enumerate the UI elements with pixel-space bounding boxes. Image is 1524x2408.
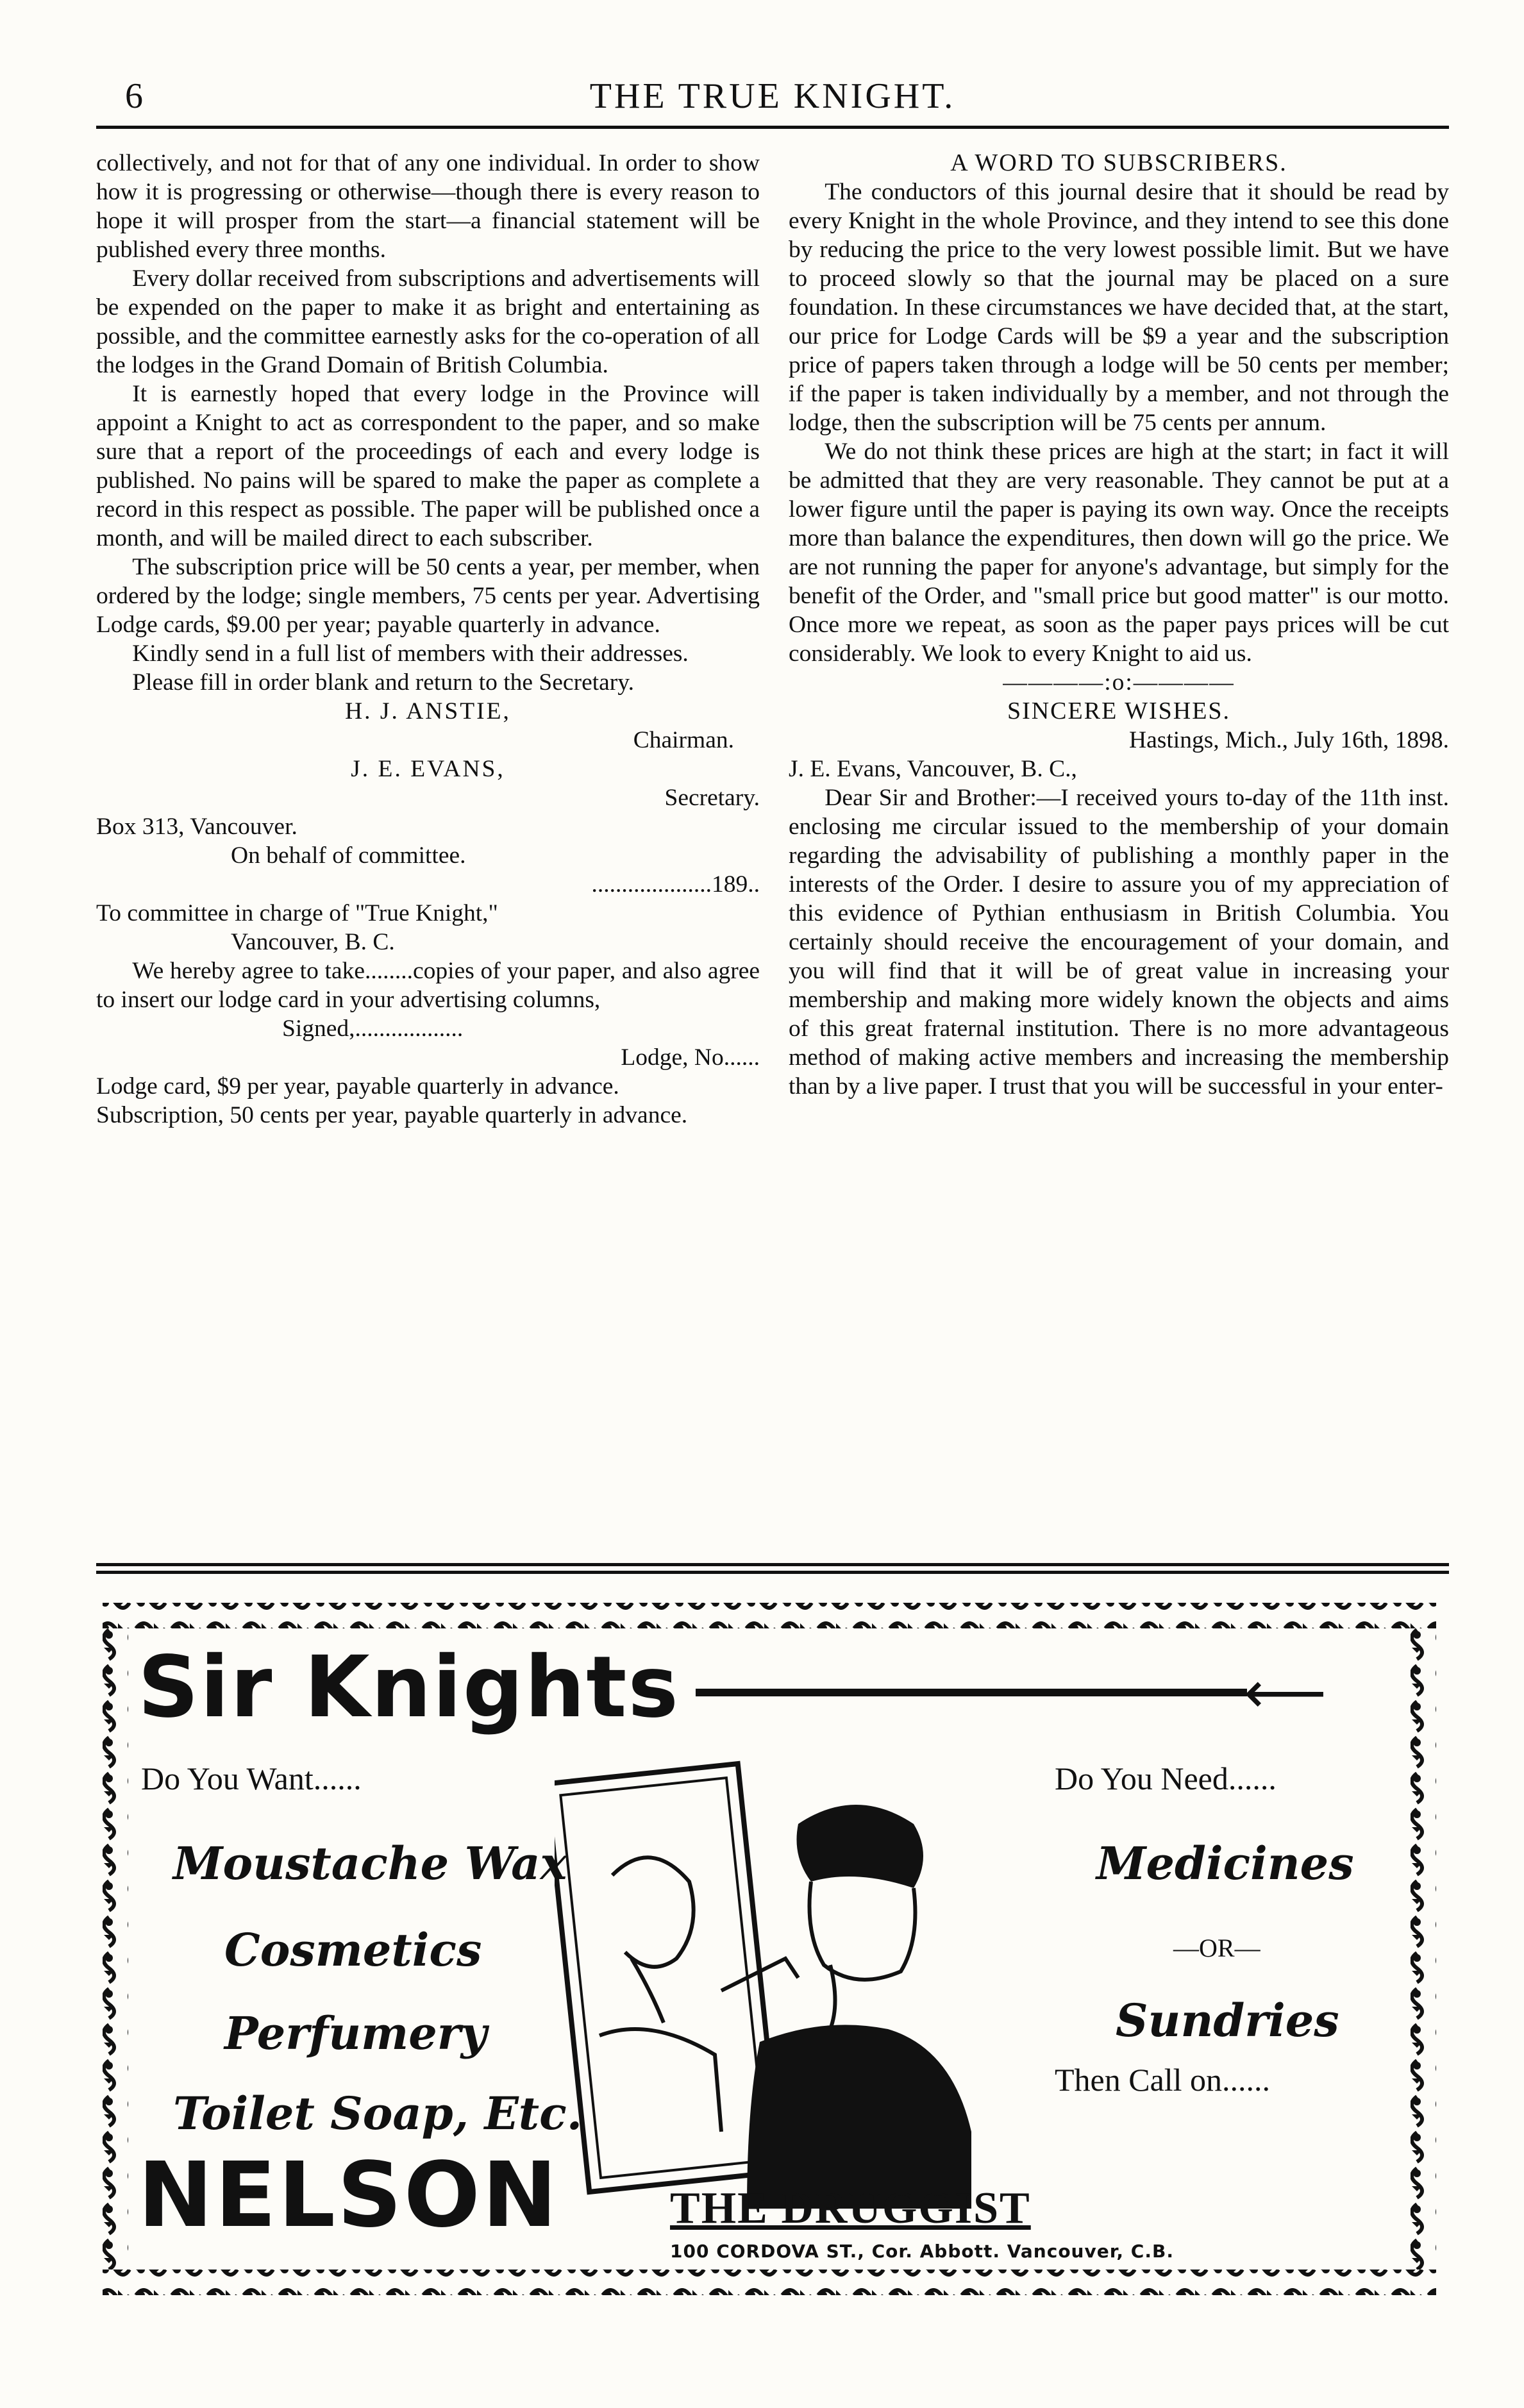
ad-item-right: Medicines <box>1096 1837 1354 1890</box>
letter-heading: SINCERE WISHES. <box>1007 698 1231 724</box>
lodge-no-line: Lodge, No...... <box>621 1044 760 1071</box>
chairman-name: H. J. ANSTIE, <box>345 698 511 724</box>
pointing-hand-icon: ⟵ <box>1244 1659 1327 1727</box>
date-blank: ....................189.. <box>591 871 760 898</box>
business-address: 100 CORDOVA ST., Cor. Abbott. Vancouver, C.B. <box>670 2241 1174 2262</box>
running-title: THE TRUE KNIGHT. <box>589 76 956 116</box>
left-column <box>96 149 760 1130</box>
page-header <box>96 71 1449 128</box>
druggist-advertisement <box>96 1590 1455 2308</box>
ad-item-left: Perfumery <box>224 2007 487 2060</box>
signed-line: Signed,.................. <box>282 1016 464 1042</box>
ad-item-left: Toilet Soap, Etc. <box>173 2087 583 2140</box>
secretary-name: J. E. EVANS, <box>351 756 505 782</box>
header-rule <box>96 126 1449 129</box>
paragraph: The subscription price will be 50 cents a year, per member, when ordered by the lodge; single members, 75 cents per year. Advertising Lodge cards, $9.00 per year; payable quarterly in advance. <box>96 554 760 638</box>
paragraph: Please fill in order blank and return to the Secretary. <box>132 669 634 696</box>
secretary-title: Secretary. <box>664 785 760 811</box>
right-column <box>789 149 1449 1101</box>
subscription-line: Subscription, 50 cents per year, payable quarterly in advance. <box>96 1102 688 1128</box>
ad-item-right: Sundries <box>1116 1994 1339 2047</box>
ad-headline: Sir Knights <box>138 1638 680 1737</box>
paragraph: We do not think these prices are high at the start; in fact it will be admitted that they are very reasonable. They cannot be put at a lower figure until the paper is paying its own way. Once the receipts more than balance the expenditures, then down will go the price. We are not running the paper for anyone's advantage, but simply for the benefit of the Order, and "small price but good matter" is our motto. Once more we repeat, as soon as the paper pays prices will be cut considerably. We look to every Knight to aid us. <box>789 439 1449 667</box>
to-city: Vancouver, B. C. <box>231 929 395 955</box>
ad-item-left: Cosmetics <box>224 1923 482 1977</box>
chairman-title: Chairman. <box>633 727 734 753</box>
paragraph: The conductors of this journal desire that it should be read by every Knight in the whole Province, and they intend to see this done by reducing the price to the very lowest possible limit. But we have to proceed slowly so that the journal may be placed on a sure foundation. In these circumstances we have decided that, at the start, our price for Lodge Cards will be $9 a year and the subscription price of papers taken through a lodge will be 50 cents per member; if the paper is taken individually by a member, and not through the lodge, then the subscription will be 75 cents per annum. <box>789 179 1449 436</box>
box-address: Box 313, Vancouver. <box>96 814 297 840</box>
paragraph: Kindly send in a full list of members with their addresses. <box>132 640 689 667</box>
letter-dateline: Hastings, Mich., July 16th, 1898. <box>1129 727 1449 753</box>
paragraph: collectively, and not for that of any one individual. In order to show how it is progressing or otherwise—though there is every reason to hope it will prosper from the start—a financial statement will be published every three months. <box>96 150 760 263</box>
paragraph: It is earnestly hoped that every lodge in the Province will appoint a Knight to act as correspondent to the paper, and so make sure that a report of the proceedings of each and every lodge is published. No pains will be spared to make the paper as complete a record in this respect as possible. The paper will be published once a month, and will be mailed direct to each subscriber. <box>96 381 760 551</box>
on-behalf: On behalf of committee. <box>231 842 466 869</box>
business-tagline: THE DRUGGIST <box>670 2184 1031 2233</box>
letter-addressee: J. E. Evans, Vancouver, B. C., <box>789 756 1077 782</box>
then-call-on: Then Call on...... <box>1055 2062 1271 2098</box>
subscribers-heading: A WORD TO SUBSCRIBERS. <box>950 149 1287 176</box>
lodge-card-line: Lodge card, $9 per year, payable quarterly in advance. <box>96 1073 619 1099</box>
letter-body: Dear Sir and Brother:—I received yours to-day of the 11th inst. enclosing me circular issued to the membership of your domain regarding the advisability of publishing a monthly paper in the interests of the Order. I desire to assure you of my appreciation of this evidence of Pythian enthusiasm in British Columbia. You certainly should receive the encouragement of your domain, and you will find that it will be of great value in increasing your membership and making more widely known the objects and aims of this great fraternal institution. There is no more advantageous method of making active members and increasing the membership than by a live paper. I trust that you will be successful in your enter- <box>789 785 1449 1099</box>
business-name: NELSON <box>138 2143 560 2248</box>
page-number: 6 <box>125 76 143 116</box>
agreement-text: We hereby agree to take........copies of your paper, and also agree to insert our lodge card in your advertising columns, <box>96 958 760 1013</box>
section-divider: ————:o:———— <box>1003 669 1235 696</box>
ad-item-left: Moustache Wax <box>173 1837 567 1890</box>
ad-top-rules <box>96 1563 1449 1578</box>
or-text: —OR— <box>1173 1934 1260 1962</box>
to-committee: To committee in charge of "True Knight," <box>96 900 498 926</box>
man-with-mirror-illustration <box>555 1747 978 2209</box>
do-you-want: Do You Want...... <box>141 1760 362 1796</box>
headline-rule <box>696 1689 1247 1696</box>
do-you-need: Do You Need...... <box>1055 1760 1277 1796</box>
paragraph: Every dollar received from subscriptions and advertisements will be expended on the paper to make it as bright and entertaining as possible, and the committee earnestly asks for the co-operation of all the lodges in the Grand Domain of British Columbia. <box>96 265 760 378</box>
